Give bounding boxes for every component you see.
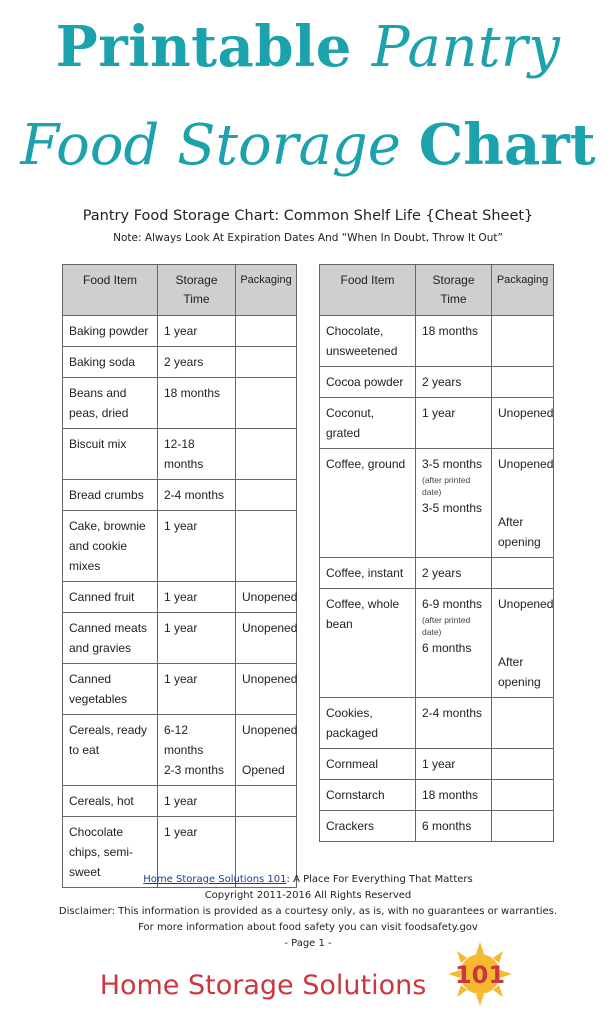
table-row — [320, 749, 554, 780]
packaging-cell — [492, 398, 554, 449]
storage-time-note: (after printed date) — [422, 615, 471, 637]
packaging-cell — [492, 749, 554, 780]
food-item-cell: Coffee, instant — [320, 558, 416, 589]
footer-line-1 — [0, 872, 616, 888]
storage-time-value: 1 year — [164, 794, 198, 808]
footer-tagline: : A Place For Everything That Matters — [286, 874, 473, 885]
packaging-cell — [492, 811, 554, 842]
packaging-cell — [236, 715, 297, 786]
table-row — [63, 664, 297, 715]
storage-time-cell — [158, 480, 236, 511]
table-row — [320, 698, 554, 749]
storage-time-value: 2 years — [164, 355, 204, 369]
storage-time-value: 6-9 months — [422, 597, 483, 611]
storage-time-cell — [158, 664, 236, 715]
packaging-value-2: Opened — [242, 763, 285, 777]
food-item-cell: Cornmeal — [320, 749, 416, 780]
packaging-value: Unopened — [242, 621, 298, 635]
packaging-cell — [236, 429, 297, 480]
food-item-cell: Biscuit mix — [63, 429, 158, 480]
packaging-cell — [492, 558, 554, 589]
table-row — [320, 589, 554, 698]
storage-time-value-2: 6 months — [422, 641, 472, 655]
storage-time-value: 2-4 months — [422, 706, 483, 720]
footer-copyright: Copyright 2011-2016 All Rights Reserved — [204, 890, 412, 901]
storage-time-value: 6 months — [422, 819, 472, 833]
storage-time-cell — [158, 511, 236, 582]
table-row — [63, 347, 297, 378]
column-header-packaging: Packaging — [492, 265, 554, 316]
site-link[interactable]: Home Storage Solutions 101 — [143, 874, 287, 885]
food-item-cell: Cookies, packaged — [320, 698, 416, 749]
storage-time-cell — [416, 698, 492, 749]
food-item-cell: Bread crumbs — [63, 480, 158, 511]
storage-time-cell — [158, 378, 236, 429]
packaging-value: Unopened — [242, 590, 298, 604]
storage-time-cell — [416, 780, 492, 811]
storage-table-right — [319, 264, 554, 842]
table-row — [320, 367, 554, 398]
table-row — [320, 316, 554, 367]
storage-time-value: 18 months — [164, 386, 221, 400]
packaging-cell — [236, 613, 297, 664]
column-header-storage-time: Storage Time — [158, 265, 236, 316]
footer-page-number: - Page 1 - — [284, 938, 332, 949]
storage-time-cell — [158, 316, 236, 347]
food-item-cell: Beans and peas, dried — [63, 378, 158, 429]
storage-time-value: 2 years — [422, 375, 462, 389]
title-printable: Printable — [55, 14, 352, 80]
food-item-cell: Cornstarch — [320, 780, 416, 811]
storage-time-value-2: 2-3 months — [164, 763, 225, 777]
title-pantry: Pantry — [371, 15, 561, 80]
title-chart: Chart — [418, 112, 596, 178]
title-food-storage: Food Storage — [20, 113, 401, 178]
storage-time-cell — [416, 558, 492, 589]
packaging-value: Unopened — [498, 457, 554, 471]
food-item-cell: Baking soda — [63, 347, 158, 378]
packaging-value: Unopened — [242, 723, 298, 737]
sun-logo-icon — [440, 942, 520, 1006]
column-header-packaging: Packaging — [236, 265, 297, 316]
table-row — [320, 449, 554, 558]
storage-time-value: 1 year — [164, 324, 198, 338]
storage-time-value: 12-18 months — [164, 437, 204, 471]
storage-time-value-2: 3-5 months — [422, 501, 483, 515]
storage-time-value: 2 years — [422, 566, 462, 580]
storage-time-value: 1 year — [164, 672, 198, 686]
storage-time-cell — [158, 429, 236, 480]
table-row — [320, 811, 554, 842]
storage-time-value: 1 year — [164, 519, 198, 533]
storage-time-cell — [416, 749, 492, 780]
packaging-value-2: After opening — [498, 515, 541, 549]
packaging-cell — [236, 316, 297, 347]
page-title-line-1 — [0, 14, 616, 81]
table-row — [63, 715, 297, 786]
table-row — [63, 582, 297, 613]
logo-badge: 101 — [454, 961, 506, 989]
footer-more-info: For more information about food safety you can visit foodsafety.gov — [138, 922, 478, 933]
chart-subtitle: Pantry Food Storage Chart: Common Shelf Life {Cheat Sheet} — [82, 208, 534, 224]
table-row — [320, 398, 554, 449]
storage-time-cell — [416, 398, 492, 449]
page-title-line-2 — [0, 112, 616, 179]
food-item-cell: Cocoa powder — [320, 367, 416, 398]
food-item-cell: Canned fruit — [63, 582, 158, 613]
storage-time-cell — [416, 811, 492, 842]
food-item-cell: Cereals, ready to eat — [63, 715, 158, 786]
food-item-cell: Cereals, hot — [63, 786, 158, 817]
table-row — [63, 786, 297, 817]
table-row — [63, 316, 297, 347]
packaging-value: Unopened — [498, 406, 554, 420]
column-header-storage-time: Storage Time — [416, 265, 492, 316]
storage-time-value: 1 year — [422, 757, 456, 771]
food-item-cell: Canned vegetables — [63, 664, 158, 715]
food-item-cell: Coffee, ground — [320, 449, 416, 558]
table-row — [320, 780, 554, 811]
packaging-cell — [492, 780, 554, 811]
table-row — [320, 558, 554, 589]
packaging-cell — [236, 480, 297, 511]
packaging-value: Unopened — [242, 672, 298, 686]
table-header-row — [63, 265, 297, 316]
packaging-cell — [492, 589, 554, 698]
table-header-row — [320, 265, 554, 316]
packaging-cell — [492, 698, 554, 749]
storage-time-cell — [158, 582, 236, 613]
table-row — [63, 429, 297, 480]
storage-time-cell — [158, 786, 236, 817]
logo-text: Home Storage Solutions — [99, 970, 427, 1001]
storage-time-value: 1 year — [164, 825, 198, 839]
storage-time-value: 6-12 months — [164, 723, 204, 757]
storage-time-cell — [416, 589, 492, 698]
column-header-food-item: Food Item — [63, 265, 158, 316]
packaging-cell — [236, 582, 297, 613]
food-item-cell: Chocolate chips, semi-sweet — [63, 817, 158, 888]
food-item-cell: Chocolate, unsweetened — [320, 316, 416, 367]
table-row — [63, 511, 297, 582]
column-header-food-item: Food Item — [320, 265, 416, 316]
storage-time-value: 3-5 months — [422, 457, 483, 471]
storage-time-cell — [416, 449, 492, 558]
chart-note: Note: Always Look At Expiration Dates And “When In Doubt, Throw It Out” — [113, 232, 503, 244]
packaging-cell — [236, 347, 297, 378]
packaging-cell — [236, 511, 297, 582]
packaging-cell — [492, 367, 554, 398]
table-row — [63, 480, 297, 511]
storage-time-value: 18 months — [422, 788, 479, 802]
storage-time-value: 1 year — [164, 621, 198, 635]
table-row — [63, 378, 297, 429]
storage-table-left — [62, 264, 297, 888]
packaging-cell — [236, 786, 297, 817]
storage-time-cell — [416, 367, 492, 398]
packaging-cell — [492, 316, 554, 367]
storage-time-cell — [158, 715, 236, 786]
food-item-cell: Canned meats and gravies — [63, 613, 158, 664]
food-item-cell: Crackers — [320, 811, 416, 842]
packaging-cell — [236, 378, 297, 429]
storage-time-cell — [158, 347, 236, 378]
footer-disclaimer: Disclaimer: This information is provided as a courtesy only, as is, with no guarantees or warranties. — [58, 906, 558, 917]
storage-time-cell — [158, 613, 236, 664]
table-row — [63, 613, 297, 664]
brand-logo — [0, 970, 616, 1001]
packaging-value-2: After opening — [498, 655, 541, 689]
storage-time-value: 1 year — [422, 406, 456, 420]
storage-time-value: 2-4 months — [164, 488, 225, 502]
storage-time-note: (after printed date) — [422, 475, 471, 497]
storage-time-value: 18 months — [422, 324, 479, 338]
packaging-cell — [236, 664, 297, 715]
packaging-cell — [492, 449, 554, 558]
food-item-cell: Cake, brownie and cookie mixes — [63, 511, 158, 582]
food-item-cell: Coffee, whole bean — [320, 589, 416, 698]
packaging-value: Unopened — [498, 597, 554, 611]
storage-time-cell — [416, 316, 492, 367]
food-item-cell: Coconut, grated — [320, 398, 416, 449]
food-item-cell: Baking powder — [63, 316, 158, 347]
storage-time-value: 1 year — [164, 590, 198, 604]
